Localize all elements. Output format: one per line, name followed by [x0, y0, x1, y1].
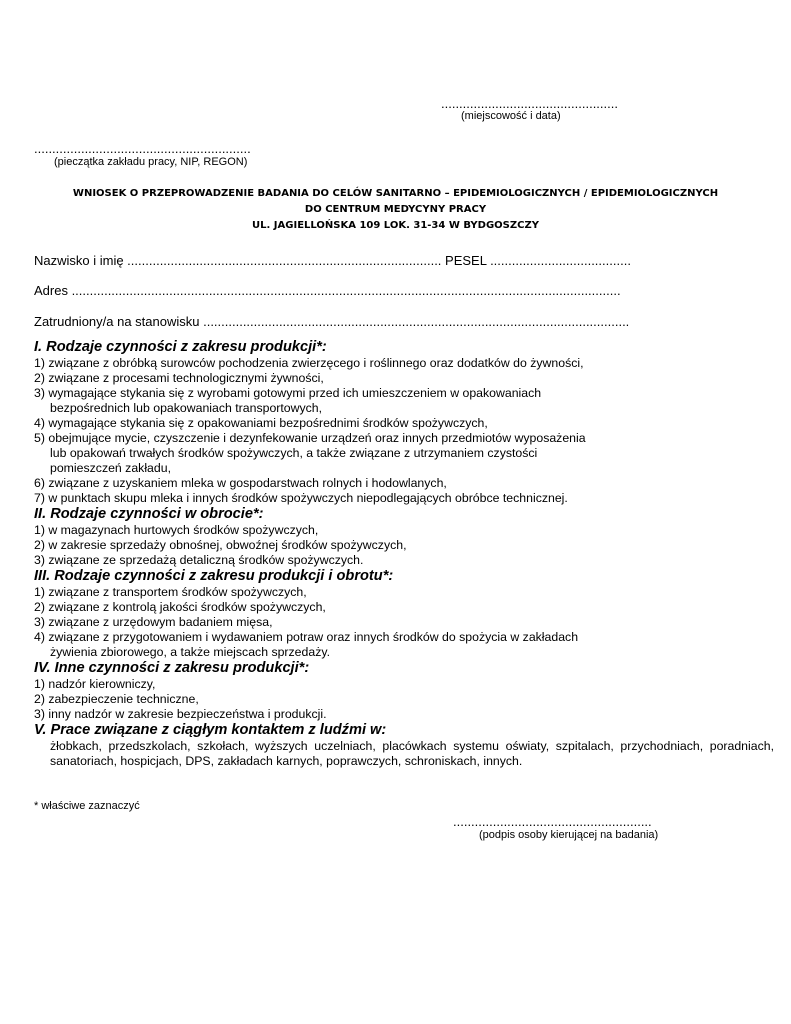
list-item[interactable]: 5) obejmujące mycie, czyszczenie i dezynfekowanie urządzeń oraz innych przedmiotów wyposażenia lub opakowań trwałych środków spożywczych, a także związane z utrzymaniem czystości pomieszczeń zakładu,	[34, 431, 586, 475]
signature-line: .......................................................	[453, 814, 652, 829]
list-item[interactable]: 7) w punktach skupu mleka i innych środków spożywczych niepodlegających obróbce technicznej.	[34, 491, 568, 505]
list-item[interactable]: 6) związane z uzyskaniem mleka w gospodarstwach rolnych i hodowlanych,	[34, 476, 447, 490]
company-stamp-line: ............................................................	[34, 141, 251, 156]
list-item[interactable]: 1) związane z transportem środków spożywczych,	[34, 585, 307, 599]
list-item[interactable]: 3) wymagające stykania się z wyrobami gotowymi przed ich umieszczeniem w opakowaniach bezpośrednich lub opakowaniach transportowych,	[34, 386, 542, 415]
contact-paragraph[interactable]: żłobkach, przedszkolach, szkołach, wyższych uczelniach, placówkach systemu oświaty, szpitalach, przychodniach, poradniach, sanatoriach, hospicjach, DPS, zakładach karnych, poprawczych, schroniskach, innych.	[50, 739, 774, 768]
section-title: III. Rodzaje czynności z zakresu produkcji i obrotu*:	[34, 568, 394, 584]
list-item[interactable]: 1) nadzór kierowniczy,	[34, 677, 156, 691]
list-item[interactable]: 3) inny nadzór w zakresie bezpieczeństwa i produkcji.	[34, 707, 327, 721]
activity-sections	[34, 339, 774, 769]
list-item[interactable]: 2) zabezpieczenie techniczne,	[34, 692, 199, 706]
list-item[interactable]: 3) związane z urzędowym badaniem mięsa,	[34, 615, 273, 629]
section-title: II. Rodzaje czynności w obrocie*:	[34, 506, 264, 522]
list-item[interactable]: 2) w zakresie sprzedaży obnośnej, obwoźnej środków spożywczych,	[34, 538, 407, 552]
section-title: I. Rodzaje czynności z zakresu produkcji*:	[34, 339, 327, 355]
form-title-line2: DO CENTRUM MEDYCYNY PRACY	[304, 204, 487, 215]
position-field[interactable]: Zatrudniony/a na stanowisku ......................................................................................................................	[34, 314, 630, 329]
list-item[interactable]: 1) w magazynach hurtowych środków spożywczych,	[34, 523, 319, 537]
section-title: V. Prace związane z ciągłym kontaktem z ludźmi w:	[34, 722, 387, 738]
address-field[interactable]: Adres ........................................................................................................................................................	[34, 283, 621, 298]
list-item[interactable]: 2) związane z kontrolą jakości środków spożywczych,	[34, 600, 326, 614]
list-item[interactable]: 4) związane z przygotowaniem i wydawaniem potraw oraz innych środków do spożycia w zakładach żywienia zbiorowego, a także miejscach sprzedaży.	[34, 630, 579, 659]
list-item[interactable]: 4) wymagające stykania się z opakowaniami bezpośrednimi środków spożywczych,	[34, 416, 488, 430]
date-place-line: .................................................	[441, 96, 618, 111]
company-stamp-caption: (pieczątka zakładu pracy, NIP, REGON)	[54, 156, 248, 168]
list-item[interactable]: 2) związane z procesami technologicznymi żywności,	[34, 371, 324, 385]
list-item[interactable]: 1) związane z obróbką surowców pochodzenia zwierzęcego i roślinnego oraz dodatków do żywności,	[34, 356, 584, 370]
section-trade	[34, 506, 774, 568]
footnote: * właściwe zaznaczyć	[34, 800, 140, 812]
form-title-line3: UL. JAGIELLOŃSKA 109 LOK. 31-34 W BYDGOSZCZY	[252, 220, 539, 231]
section-production-and-trade	[34, 568, 774, 660]
date-place-caption: (miejscowość i data)	[461, 110, 561, 122]
name-pesel-field[interactable]: Nazwisko i imię ....................................................................................... PESEL .......................................	[34, 253, 631, 268]
section-other-activities	[34, 660, 774, 722]
form-title-line1: WNIOSEK O PRZEPROWADZENIE BADANIA DO CELÓW SANITARNO – EPIDEMIOLOGICZNYCH / EPIDEMIOLOGICZNYCH	[72, 188, 719, 199]
signature-caption: (podpis osoby kierującej na badania)	[479, 829, 659, 841]
section-contact-with-people	[34, 722, 774, 769]
list-item[interactable]: 3) związane ze sprzedażą detaliczną środków spożywczych.	[34, 553, 364, 567]
section-title: IV. Inne czynności z zakresu produkcji*:	[34, 660, 310, 676]
section-production	[34, 339, 774, 506]
